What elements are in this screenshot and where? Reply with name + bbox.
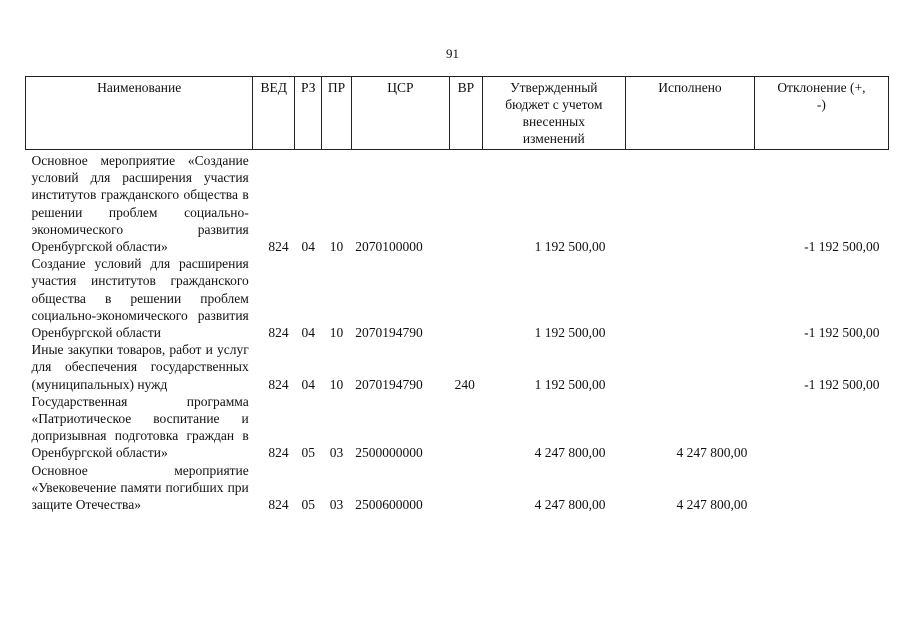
header-ved: ВЕД <box>253 77 295 150</box>
header-deviation: Отклонение (+, -) <box>754 77 888 150</box>
row-pr: 10 <box>329 376 344 392</box>
row-executed <box>626 341 755 393</box>
header-budget: Утвержденный бюджет с учетом внесенных изменений <box>482 77 625 150</box>
row-executed <box>626 150 755 256</box>
row-name: Иные закупки товаров, работ и услуг для обеспечения государственных (муниципальных) нужд <box>31 342 249 392</box>
row-name: Основное мероприятие «Увековечение памяти погибших при защите Отечества» <box>31 462 249 513</box>
row-name: Основное мероприятие «Создание условий для расширения участия институтов гражданского общества в решении проблем социально-экономического развития Оренбургской области» <box>31 153 249 255</box>
row-budget: 4 247 800,00 <box>534 497 606 513</box>
row-rz: 04 <box>301 325 316 341</box>
row-deviation <box>754 462 888 514</box>
row-name: Создание условий для расширения участия институтов гражданского общества в решении проблем социально-экономического развития Оренбургской области <box>31 256 249 341</box>
row-ved: 824 <box>268 325 289 341</box>
row-rz: 04 <box>301 376 316 392</box>
page-number: 91 <box>446 46 459 61</box>
budget-execution-table <box>25 76 889 513</box>
header-csr: ЦСР <box>351 77 449 150</box>
row-vr: 240 <box>454 376 475 392</box>
row-executed: 4 247 800,00 <box>676 497 748 513</box>
row-csr: 2500000000 <box>355 445 423 461</box>
row-deviation <box>754 393 888 462</box>
row-rz: 05 <box>301 445 316 461</box>
header-executed: Исполнено <box>626 77 755 150</box>
header-rz: РЗ <box>295 77 322 150</box>
table-row <box>26 462 889 514</box>
table-row <box>26 341 889 393</box>
table-header-row <box>26 77 889 150</box>
row-budget: 1 192 500,00 <box>534 325 606 341</box>
row-ved: 824 <box>268 239 289 255</box>
row-csr: 2070100000 <box>355 239 423 255</box>
table-row <box>26 393 889 462</box>
row-deviation: -1 192 500,00 <box>804 239 880 255</box>
row-deviation: -1 192 500,00 <box>804 376 880 392</box>
row-ved: 824 <box>268 445 289 461</box>
row-budget: 1 192 500,00 <box>534 239 606 255</box>
header-vr: ВР <box>450 77 482 150</box>
row-executed <box>626 255 755 341</box>
row-pr: 10 <box>329 325 344 341</box>
row-budget: 4 247 800,00 <box>534 445 606 461</box>
row-vr <box>450 150 482 256</box>
table-row <box>26 150 889 256</box>
row-budget: 1 192 500,00 <box>534 376 606 392</box>
row-ved: 824 <box>268 497 289 513</box>
row-name: Государственная программа «Патриотическое воспитание и допризывная подготовка граждан в Оренбургской области» <box>31 393 249 461</box>
row-rz: 05 <box>301 497 316 513</box>
row-vr <box>450 255 482 341</box>
row-vr <box>450 462 482 514</box>
row-csr: 2500600000 <box>355 497 423 513</box>
row-pr: 03 <box>329 445 344 461</box>
table-row <box>26 255 889 341</box>
header-pr: ПР <box>322 77 351 150</box>
row-ved: 824 <box>268 376 289 392</box>
row-csr: 2070194790 <box>355 325 423 341</box>
row-deviation: -1 192 500,00 <box>804 325 880 341</box>
row-pr: 10 <box>329 239 344 255</box>
row-vr <box>450 393 482 462</box>
row-rz: 04 <box>301 239 316 255</box>
row-csr: 2070194790 <box>355 376 423 392</box>
row-executed: 4 247 800,00 <box>676 445 748 461</box>
header-name: Наименование <box>26 77 253 150</box>
row-pr: 03 <box>329 497 344 513</box>
